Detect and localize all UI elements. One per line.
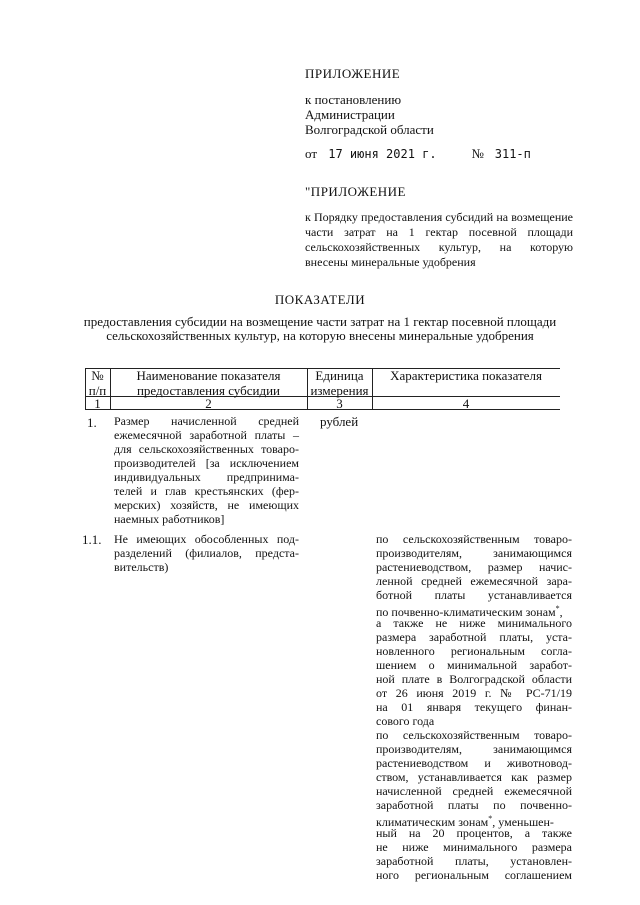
header-unit: Единица измерения: [310, 368, 369, 398]
row-characteristic: по сельскохозяйственным товаро- производителям, занимающимся растениеводством, размер начис- ленной средней ежемесячной зара- ботной платы устанавливается по почвенно-климатическим зонам*, а также не ниже минимального размера заработной платы, уста- новленного региональным согла- шением о минимальной заработ- ной плате в Волгоградской области от 26 июня 2019 г. № РС-71/19 на 01 января текущего финан- сового года: [376, 532, 572, 728]
number-label: №: [471, 146, 484, 161]
date-label: от: [305, 146, 318, 161]
column-number: 4: [462, 396, 470, 411]
row-number: 1.: [87, 415, 97, 430]
section-line: к Порядку предоставления субсидий на возмещение: [305, 210, 573, 224]
date-number-line: [305, 146, 531, 162]
appendix-recipient: [305, 92, 434, 137]
row-number: 1.1.: [82, 532, 102, 547]
section-description: [305, 210, 573, 270]
row-characteristic: по сельскохозяйственным товаро- производителям, занимающимся растениеводством и животновод- ством, устанавливается как размер начисленной средней ежемесячной заработной платы по почвенно- климатическим зонам*, уменьшен- ный на 20 процентов, а также не ниже минимального размера заработной платы, установлен- ного региональным соглашением: [376, 728, 572, 882]
header-num: № п/п: [88, 368, 107, 398]
appendix-title: ПРИЛОЖЕНИЕ: [305, 66, 401, 81]
subtitle-line: предоставления субсидии на возмещение части затрат на 1 гектар посевной площади: [83, 314, 557, 329]
document-title: ПОКАЗАТЕЛИ: [274, 292, 366, 307]
document-subtitle: [0, 314, 640, 342]
row-name: Не имеющих обособленных под- разделений (филиалов, предста- вительств): [114, 532, 299, 574]
section-title: "ПРИЛОЖЕНИЕ: [305, 184, 407, 199]
number-value: 311-п: [494, 147, 531, 161]
column-number: 3: [336, 396, 343, 411]
section-line: части затрат на 1 гектар посевной площади: [305, 225, 573, 239]
row-name: Размер начисленной средней ежемесячной заработной платы – для сельскохозяйственных товаро- производителей [за исключением индивидуальных предпринима- телей и глав крестьянских (фер- мерских) хозяйств, не имеющих наемных работников]: [114, 414, 299, 526]
header-characteristic: Характеристика показателя: [390, 368, 542, 383]
section-line: внесены минеральные удобрения: [305, 255, 476, 269]
column-number: 2: [205, 396, 212, 411]
date-value: 17 июня 2021 г.: [328, 147, 437, 161]
column-number: 1: [94, 396, 101, 411]
row-unit: рублей: [320, 414, 359, 429]
subtitle-line: сельскохозяйственных культур, на которую внесены минеральные удобрения: [106, 328, 534, 343]
appendix-line: Администрации: [305, 107, 395, 122]
appendix-line: Волгоградской области: [305, 122, 434, 137]
header-name: Наименование показателя предоставления субсидии: [136, 368, 281, 398]
section-line: сельскохозяйственных культур, на которую: [305, 240, 573, 254]
table-header: [85, 368, 560, 409]
appendix-line: к постановлению: [305, 92, 402, 107]
